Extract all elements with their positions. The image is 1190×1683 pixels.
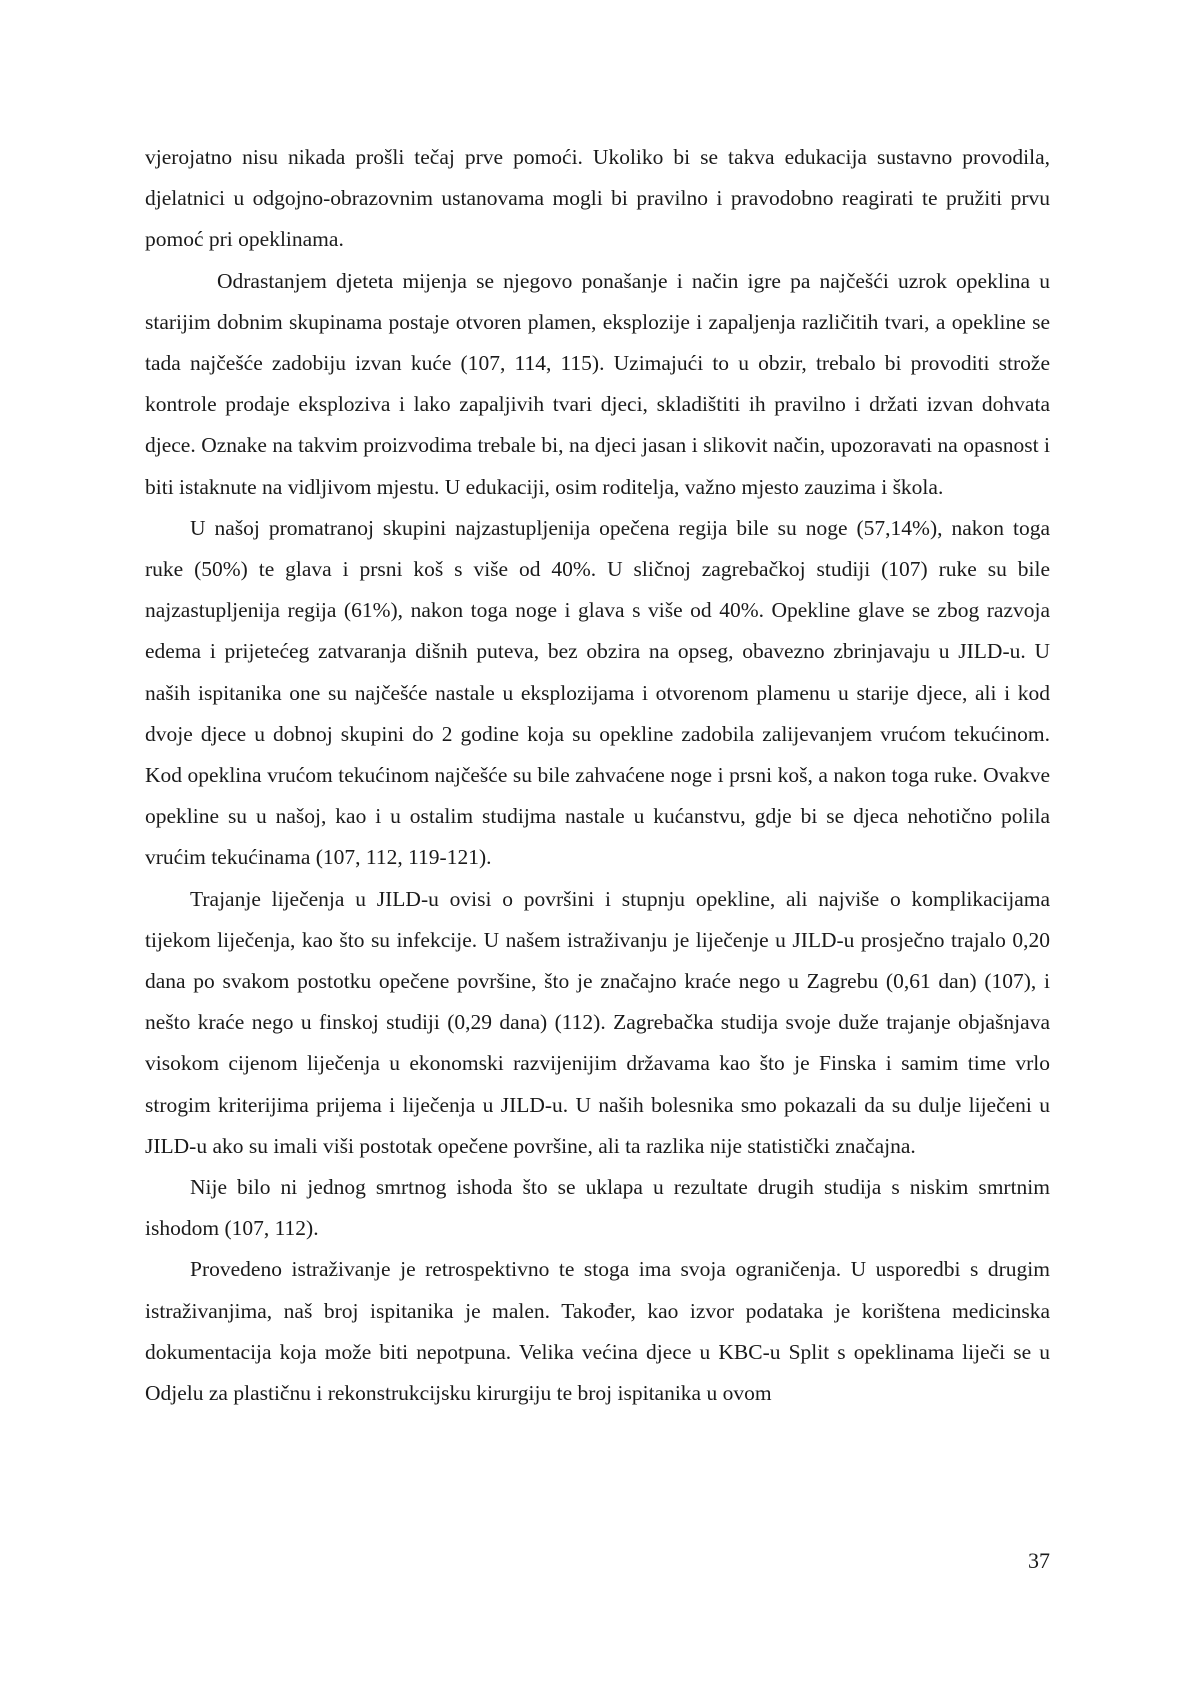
page-number: 37 xyxy=(1028,1548,1050,1573)
paragraph-continuation: vjerojatno nisu nikada prošli tečaj prve pomoći. Ukoliko bi se takva edukacija sustavno provodila, djelatnici u odgojno-obrazovnim ustanovama mogli bi pravilno i pravodobno reagirati te pružiti prvu pomoć pri opeklinama. xyxy=(145,145,1050,252)
paragraph-treatment-duration: Trajanje liječenja u JILD-u ovisi o površini i stupnju opekline, ali najviše o komplikacijama tijekom liječenja, kao što su infekcije. U našem istraživanju je liječenje u JILD-u prosječno trajalo 0,20 dana po svakom postotku opečene površine, što je značajno kraće nego u Zagrebu (0,61 dan) (107), i nešto kraće nego u finskoj studiji (0,29 dana) (112). Zagrebačka studija svoje duže trajanje objašnjava visokom cijenom liječenja u ekonomski razvijenijim državama kao što je Finska i samim time vrlo strogim kriterijima prijema i liječenja u JILD-u. U naših bolesnika smo pokazali da su dulje liječeni u JILD-u ako su imali viši postotak opečene površine, ali ta razlika nije statistički značajna. xyxy=(145,886,1050,1158)
paragraph-mortality: Nije bilo ni jednog smrtnog ishoda što se uklapa u rezultate drugih studija s niskim smrtnim ishodom (107, 112). xyxy=(145,1175,1050,1241)
paragraph-regions: U našoj promatranoj skupini najzastupljenija opečena regija bile su noge (57,14%), nakon toga ruke (50%) te glava i prsni koš s više od 40%. U sličnoj zagrebačkoj studiji (107) ruke su bile najzastupljenija regija (61%), nakon toga noge i glava s više od 40%. Opekline glave se zbog razvoja edema i prijetećeg zatvaranja dišnih puteva, bez obzira na opseg, obavezno zbrinjavaju u JILD-u. U naših ispitanika one su najčešće nastale u eksplozijama i otvorenom plamenu u starije djece, ali i kod dvoje djece u dobnoj skupini do 2 godine koja su opekline zadobila zalijevanjem vrućom tekućinom. Kod opeklina vrućom tekućinom najčešće su bile zahvaćene noge i prsni koš, a nakon toga ruke. Ovakve opekline su u našoj, kao i u ostalim studijma nastale u kućanstvu, gdje bi se djeca nehotično polila vrućim tekućinama (107, 112, 119-121). xyxy=(145,515,1050,870)
paragraph-limitations: Provedeno istraživanje je retrospektivno te stoga ima svoja ograničenja. U usporedbi s drugim istraživanjima, naš broj ispitanika je malen. Također, kao izvor podataka je korištena medicinska dokumentacija koja može biti nepotpuna. Velika većina djece u KBC-u Split s opeklinama liječi se u Odjelu za plastičnu i rekonstrukcijsku kirurgiju te broj ispitanika u ovom xyxy=(145,1257,1050,1406)
paragraph-causes: Odrastanjem djeteta mijenja se njegovo ponašanje i način igre pa najčešći uzrok opeklina u starijim dobnim skupinama postaje otvoren plamen, eksplozije i zapaljenja različitih tvari, a opekline se tada najčešće zadobiju izvan kuće (107, 114, 115). Uzimajući to u obzir, trebalo bi provoditi strože kontrole prodaje eksploziva i lako zapaljivih tvari djeci, skladištiti ih pravilno i držati izvan dohvata djece. Oznake na takvim proizvodima trebale bi, na djeci jasan i slikovit način, upozoravati na opasnost i biti istaknute na vidljivom mjestu. U edukaciji, osim roditelja, važno mjesto zauzima i škola. xyxy=(145,268,1050,499)
page-body xyxy=(145,137,1050,1414)
